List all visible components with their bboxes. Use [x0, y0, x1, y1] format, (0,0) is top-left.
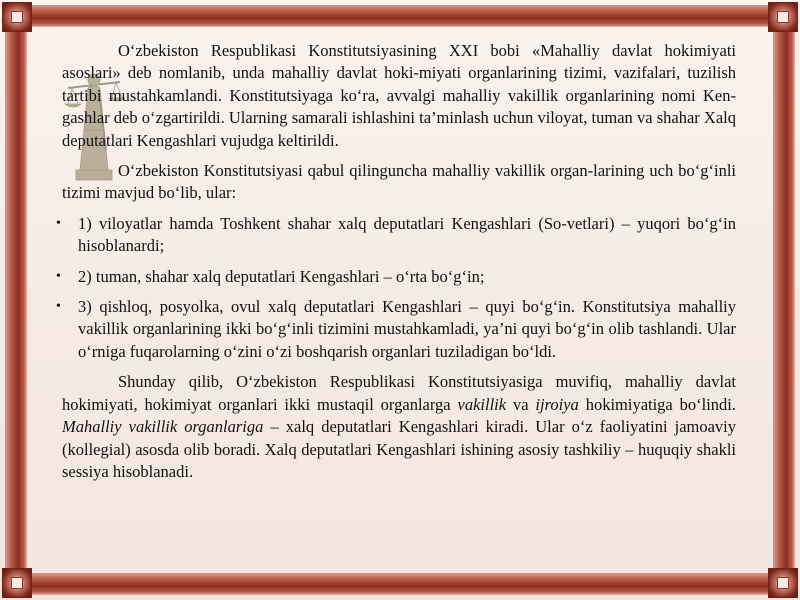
bullet-marker: •: [56, 299, 61, 315]
conclusion-text-2: va: [506, 394, 536, 414]
frame-corner-top-right: [768, 2, 798, 32]
conclusion-text-3: hokimiyatiga bo‘lindi.: [578, 394, 737, 414]
list-item-text: 3) qishloq, posyolka, ovul xalq deputatlari Kengashlari – quyi bo‘g‘in. Konstitutsiya mahalliy vakillik organlarining ikki bo‘g‘inli tizimini mustahkamladi, ya’ni quyi bo‘g‘in olib tashlandi. Ular o‘rniga fuqarolarning o‘zini o‘zi boshqarish organlari tuziladigan bo‘ldi.: [78, 297, 736, 361]
frame-corner-bottom-left: [2, 568, 32, 598]
frame-border-bottom: [30, 573, 770, 595]
frame-border-top: [30, 5, 770, 27]
tier-list: [56, 213, 736, 363]
frame-corner-bottom-right: [768, 568, 798, 598]
document-body: [56, 40, 737, 491]
frame-border-left: [5, 30, 27, 570]
bullet-marker: •: [56, 268, 61, 284]
paragraph-system: O‘zbekiston Konstitutsiyasi qabul qilinguncha mahalliy vakillik organ-larining uch bo‘g‘inli tizimi mavjud bo‘lib, ular:: [62, 161, 736, 203]
frame-border-right: [773, 30, 795, 570]
term-mahalliy-vakillik: Mahalliy vakillik organlariga: [62, 417, 264, 437]
term-ijroiya: ijroiya: [535, 394, 579, 414]
conclusion-text-4: – xalq deputatlari Kengashlari kiradi. Ular o‘z faoliyatini jamoaviy (kollegial) asosda olib boradi. Xalq deputatlari Kengashlari ishining asosiy tashkiliy – huquqiy shakli sessiya hisoblanadi.: [62, 417, 737, 481]
bullet-marker: •: [56, 215, 61, 231]
paragraph-intro: O‘zbekiston Respublikasi Konstitutsiyasining XXI bobi «Mahalliy davlat hokimiyati asoslari» deb nomlanib, unda mahalliy davlat hoki-miyati organlarining tizimi, vazifalari, tuzilish tartibi mustahkamlandi. Konstitutsiyaga ko‘ra, avvalgi mahalliy vakillik organlarining nomi Ken-gashlar deb o‘zgartirildi. Ularning samarali ishlashini ta’minlash uchun viloyat, tuman va shahar Xalq deputatlari Kengashlari vujudga keltirildi.: [62, 41, 736, 150]
list-item: [56, 266, 736, 288]
list-item: [56, 296, 736, 363]
list-item: [56, 213, 736, 258]
list-item-text: 1) viloyatlar hamda Toshkent shahar xalq deputatlari Kengashlari (So-vetlari) – yuqori bo‘g‘in hisoblanardi;: [78, 213, 736, 256]
conclusion-text-1: Shunday qilib, O‘zbekiston Respublikasi Konstitutsiyasiga muvifiq, mahalliy davlat hokimiyati, hokimiyat organlari ikki mustaqil organlarga: [62, 372, 736, 414]
list-item-text: 2) tuman, shahar xalq deputatlari Kengashlari – o‘rta bo‘g‘in;: [78, 266, 485, 286]
term-vakillik: vakillik: [457, 394, 507, 414]
paragraph-conclusion: [62, 371, 736, 483]
frame-corner-top-left: [2, 2, 32, 32]
